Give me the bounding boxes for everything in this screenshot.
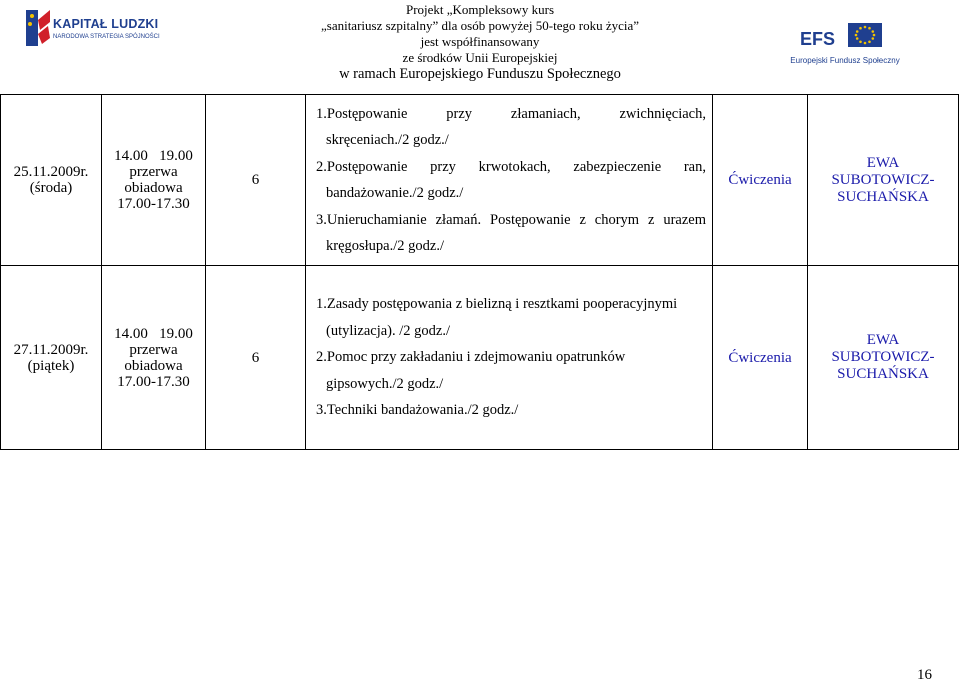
date: 25.11.2009r. (13, 164, 89, 180)
efs-logo (790, 15, 900, 85)
eu-flag-icon (790, 15, 900, 55)
topic-line: 3.Techniki bandażowania./2 godz./ (316, 402, 519, 419)
break-time: 17.00-17.30 (117, 373, 190, 390)
topic-line: 2.Postępowanie przy krwotokach, zabezpieczenie ran, (316, 158, 706, 175)
title-line-4: ze środków Unii Europejskiej (402, 50, 558, 65)
time-cell (102, 266, 206, 450)
instructor-surname-2: SUCHAŃSKA (837, 366, 929, 382)
break-label: przerwa (129, 164, 178, 180)
break-label: przerwa (129, 341, 178, 358)
topic-line: skręceniach./2 godz./ (326, 132, 449, 148)
project-title (250, 2, 710, 82)
title-line-3: jest współfinansowany (420, 34, 540, 49)
class-type-cell: Ćwiczenia (713, 95, 808, 266)
topic-line: kręgosłupa./2 godz./ (326, 238, 444, 254)
logo-left-subtitle: NARODOWA STRATEGIA SPÓJNOŚCI (53, 34, 160, 40)
class-type-cell: Ćwiczenia (713, 266, 808, 450)
topics-cell (306, 95, 713, 266)
instructor-surname: SUBOTOWICZ- (831, 171, 935, 188)
instructor-cell (808, 95, 959, 266)
date-cell (1, 95, 102, 266)
instructor-surname: SUBOTOWICZ- (831, 349, 935, 365)
break-type: obiadowa (124, 357, 183, 374)
topics-cell (306, 266, 713, 450)
hours-cell: 6 (206, 95, 306, 266)
page-number: 16 (917, 667, 932, 683)
table-row (1, 266, 959, 450)
date-cell (1, 266, 102, 450)
title-line-2: „sanitariusz szpitalny” dla osób powyżej 50-tego roku życia” (320, 18, 640, 33)
topic-line: 3.Unieruchamianie złamań. Postępowanie z chorym z urazem (316, 211, 706, 228)
time-range: 14.00 19.00 (114, 148, 193, 164)
break-type: obiadowa (124, 180, 183, 196)
page-header (0, 0, 960, 92)
break-time: 17.00-17.30 (117, 196, 190, 212)
topic-line: (utylizacja). /2 godz./ (326, 322, 451, 339)
topic-line: gipsowych./2 godz./ (326, 375, 444, 392)
weekday: (piątek) (27, 357, 75, 374)
efs-wordmark: EFS (800, 29, 836, 49)
topic-line: bandażowanie./2 godz./ (326, 185, 464, 201)
time-cell (102, 95, 206, 266)
logo-left-text: KAPITAŁ LUDZKI (53, 17, 159, 31)
instructor-name: EWA (866, 332, 900, 348)
title-line-1: Projekt „Kompleksowy kurs (405, 2, 555, 17)
time-range: 14.00 19.00 (114, 325, 193, 342)
instructor-surname-2: SUCHAŃSKA (837, 188, 929, 205)
table-row (1, 95, 959, 266)
logo-right-caption: Europejski Fundusz Społeczny (790, 56, 900, 65)
instructor-cell (808, 266, 959, 450)
weekday: (środa) (29, 180, 73, 196)
kapital-ludzki-emblem-icon (18, 6, 52, 50)
date: 27.11.2009r. (13, 341, 89, 358)
kapital-ludzki-logo (18, 6, 160, 54)
schedule-table (0, 94, 959, 450)
hours-cell: 6 (206, 266, 306, 450)
topic-line: 1.Zasady postępowania z bielizną i resztkami pooperacyjnymi (316, 296, 678, 313)
title-line-5: w ramach Europejskiego Funduszu Społecznego (339, 66, 621, 82)
topic-line: 2.Pomoc przy zakładaniu i zdejmowaniu opatrunków (316, 349, 626, 366)
instructor-name: EWA (866, 154, 900, 171)
topic-line: 1.Postępowanie przy złamaniach, zwichnięciach, (316, 105, 706, 122)
